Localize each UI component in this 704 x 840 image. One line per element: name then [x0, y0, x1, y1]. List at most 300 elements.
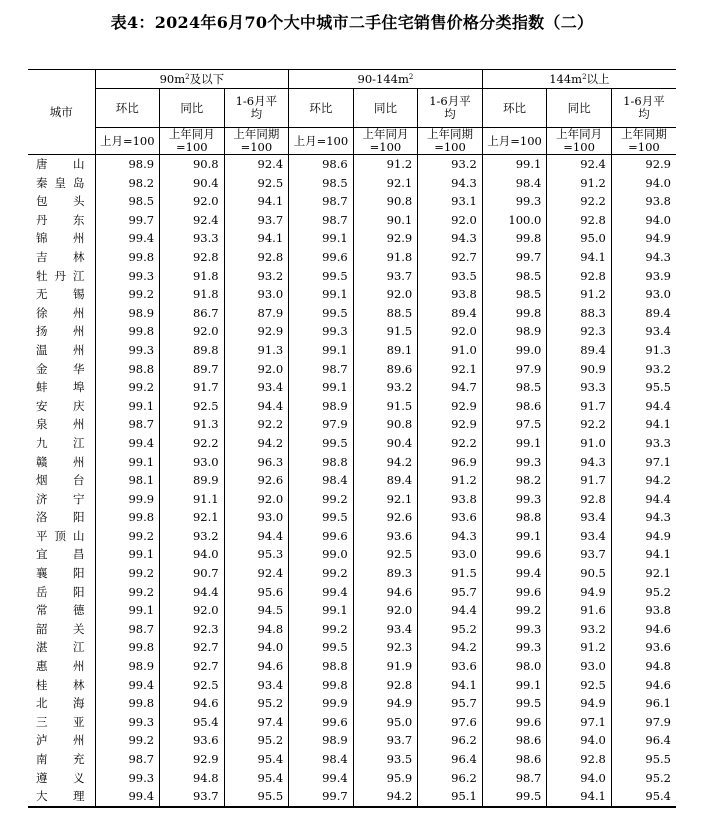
value-cell: 93.2 — [160, 527, 225, 546]
base-header: 上年同期=100 — [611, 128, 676, 155]
value-cell: 92.8 — [547, 211, 612, 230]
value-cell: 99.2 — [95, 583, 160, 602]
value-cell: 99.2 — [95, 564, 160, 583]
table-row — [28, 601, 676, 620]
value-cell: 95.2 — [611, 583, 676, 602]
value-cell: 99.6 — [482, 583, 547, 602]
value-cell: 99.1 — [289, 378, 354, 397]
value-cell: 92.2 — [547, 415, 612, 434]
city-cell: 无锡 — [36, 287, 85, 302]
city-cell: 洛阳 — [36, 510, 85, 525]
city-cell: 大理 — [28, 787, 95, 807]
table-row — [28, 360, 676, 379]
value-cell: 92.8 — [353, 676, 418, 695]
value-cell: 99.6 — [289, 527, 354, 546]
value-cell: 91.5 — [353, 322, 418, 341]
value-cell: 88.3 — [547, 304, 612, 323]
value-cell: 98.7 — [95, 620, 160, 639]
value-cell: 92.1 — [160, 508, 225, 527]
value-cell: 91.6 — [547, 601, 612, 620]
group-header: $144m^2$以上 — [482, 70, 676, 89]
value-cell: 99.3 — [482, 453, 547, 472]
value-cell: 94.2 — [224, 434, 289, 453]
city-cell: 吉林 — [36, 249, 85, 264]
value-cell: 94.8 — [160, 769, 225, 788]
value-cell: 93.0 — [224, 285, 289, 304]
value-cell: 99.8 — [482, 304, 547, 323]
base-header: 上年同月=100 — [547, 128, 612, 155]
value-cell: 98.4 — [289, 471, 354, 490]
subheader: 1-6月平均 — [418, 89, 483, 128]
value-cell: 91.2 — [547, 285, 612, 304]
value-cell: 98.4 — [482, 174, 547, 193]
base-header: 上年同月=100 — [160, 128, 225, 155]
table-row — [28, 564, 676, 583]
value-cell: 93.8 — [611, 192, 676, 211]
value-cell: 88.5 — [353, 304, 418, 323]
value-cell: 92.2 — [160, 434, 225, 453]
value-cell: 99.2 — [95, 378, 160, 397]
table-row — [28, 192, 676, 211]
value-cell: 99.7 — [482, 248, 547, 267]
table-row — [28, 471, 676, 490]
value-cell: 99.1 — [289, 229, 354, 248]
value-cell: 93.6 — [418, 508, 483, 527]
value-cell: 91.8 — [353, 248, 418, 267]
value-cell: 91.0 — [547, 434, 612, 453]
value-cell: 99.2 — [95, 527, 160, 546]
value-cell: 92.4 — [160, 211, 225, 230]
value-cell: 92.9 — [418, 397, 483, 416]
value-cell: 94.1 — [224, 192, 289, 211]
value-cell: 94.4 — [611, 490, 676, 509]
city-cell: 扬州 — [36, 324, 85, 339]
value-cell: 98.0 — [482, 657, 547, 676]
value-cell: 89.4 — [547, 341, 612, 360]
value-cell: 99.4 — [482, 564, 547, 583]
value-cell: 92.4 — [224, 155, 289, 174]
value-cell: 92.0 — [160, 601, 225, 620]
value-cell: 92.0 — [160, 322, 225, 341]
value-cell: 97.9 — [289, 415, 354, 434]
base-header: 上年同期=100 — [224, 128, 289, 155]
table-row — [28, 248, 676, 267]
city-cell: 平顶山 — [36, 528, 85, 543]
value-cell: 94.3 — [418, 174, 483, 193]
value-cell: 99.2 — [289, 620, 354, 639]
subheader: 1-6月平均 — [224, 89, 289, 128]
subheader: 同比 — [547, 89, 612, 128]
table-row — [28, 490, 676, 509]
value-cell: 97.6 — [418, 713, 483, 732]
value-cell: 93.4 — [353, 620, 418, 639]
city-cell: 北海 — [36, 696, 85, 711]
value-cell: 99.8 — [95, 248, 160, 267]
table-row — [28, 397, 676, 416]
value-cell: 99.6 — [289, 248, 354, 267]
value-cell: 92.5 — [224, 174, 289, 193]
value-cell: 99.5 — [289, 638, 354, 657]
table-row — [28, 211, 676, 230]
value-cell: 98.7 — [95, 750, 160, 769]
value-cell: 93.0 — [224, 508, 289, 527]
value-cell: 93.2 — [547, 620, 612, 639]
value-cell: 91.9 — [353, 657, 418, 676]
value-cell: 91.2 — [547, 174, 612, 193]
value-cell: 92.6 — [353, 508, 418, 527]
value-cell: 98.2 — [95, 174, 160, 193]
city-cell: 赣州 — [36, 454, 85, 469]
city-cell: 湛江 — [36, 640, 85, 655]
value-cell: 92.9 — [418, 415, 483, 434]
value-cell: 89.6 — [353, 360, 418, 379]
value-cell: 98.4 — [289, 750, 354, 769]
value-cell: 94.0 — [611, 174, 676, 193]
city-cell: 宜昌 — [36, 547, 85, 562]
value-cell: 94.5 — [224, 601, 289, 620]
value-cell: 92.0 — [224, 490, 289, 509]
value-cell: 93.9 — [611, 267, 676, 286]
value-cell: 91.7 — [160, 378, 225, 397]
subheader: 1-6月平均 — [611, 89, 676, 128]
table-row — [28, 378, 676, 397]
value-cell: 93.0 — [611, 285, 676, 304]
base-header: 上月=100 — [289, 128, 354, 155]
value-cell: 94.6 — [353, 583, 418, 602]
value-cell: 92.8 — [547, 490, 612, 509]
table-row — [28, 527, 676, 546]
city-cell: 惠州 — [36, 659, 85, 674]
value-cell: 92.2 — [418, 434, 483, 453]
value-cell: 91.3 — [224, 341, 289, 360]
table-row — [28, 731, 676, 750]
value-cell: 92.4 — [224, 564, 289, 583]
value-cell: 94.9 — [611, 229, 676, 248]
value-cell: 99.3 — [482, 620, 547, 639]
value-cell: 99.1 — [482, 676, 547, 695]
table-row — [28, 583, 676, 602]
value-cell: 93.6 — [418, 657, 483, 676]
table-row — [28, 285, 676, 304]
value-cell: 94.6 — [160, 694, 225, 713]
table-row — [28, 620, 676, 639]
value-cell: 94.0 — [224, 638, 289, 657]
value-cell: 94.2 — [418, 638, 483, 657]
value-cell: 93.6 — [611, 638, 676, 657]
table-row — [28, 657, 676, 676]
value-cell: 92.9 — [353, 229, 418, 248]
value-cell: 89.1 — [353, 341, 418, 360]
value-cell: 99.5 — [289, 434, 354, 453]
value-cell: 91.8 — [160, 285, 225, 304]
value-cell: 92.1 — [611, 564, 676, 583]
value-cell: 92.1 — [353, 490, 418, 509]
value-cell: 96.1 — [611, 694, 676, 713]
value-cell: 94.8 — [611, 657, 676, 676]
value-cell: 94.3 — [547, 453, 612, 472]
value-cell: 96.2 — [418, 731, 483, 750]
value-cell: 94.3 — [418, 527, 483, 546]
city-cell: 泸州 — [36, 733, 85, 748]
value-cell: 99.4 — [289, 583, 354, 602]
value-cell: 92.8 — [160, 248, 225, 267]
value-cell: 91.8 — [160, 267, 225, 286]
value-cell: 99.1 — [482, 527, 547, 546]
value-cell: 99.7 — [95, 211, 160, 230]
base-header: 上年同期=100 — [418, 128, 483, 155]
value-cell: 99.5 — [482, 694, 547, 713]
value-cell: 99.3 — [482, 192, 547, 211]
city-cell: 济宁 — [36, 491, 85, 506]
value-cell: 93.4 — [224, 378, 289, 397]
value-cell: 92.0 — [353, 601, 418, 620]
value-cell: 99.8 — [95, 322, 160, 341]
value-cell: 95.7 — [418, 694, 483, 713]
value-cell: 95.4 — [224, 769, 289, 788]
value-cell: 94.2 — [611, 471, 676, 490]
value-cell: 99.8 — [95, 638, 160, 657]
value-cell: 99.4 — [95, 787, 160, 807]
value-cell: 99.5 — [482, 787, 547, 807]
value-cell: 99.2 — [95, 731, 160, 750]
table-row — [28, 694, 676, 713]
value-cell: 99.8 — [95, 694, 160, 713]
value-cell: 98.9 — [289, 397, 354, 416]
subheader: 环比 — [95, 89, 160, 128]
base-header: 上月=100 — [95, 128, 160, 155]
value-cell: 99.1 — [95, 453, 160, 472]
value-cell: 93.8 — [418, 285, 483, 304]
value-cell: 89.9 — [160, 471, 225, 490]
value-cell: 93.4 — [611, 322, 676, 341]
group-header: $90-144m^2$ — [289, 70, 483, 89]
value-cell: 95.2 — [611, 769, 676, 788]
value-cell: 92.3 — [547, 322, 612, 341]
value-cell: 94.4 — [224, 397, 289, 416]
value-cell: 90.8 — [160, 155, 225, 174]
table-row — [28, 155, 676, 174]
value-cell: 94.0 — [547, 769, 612, 788]
city-cell: 桂林 — [36, 677, 85, 692]
value-cell: 99.6 — [289, 713, 354, 732]
value-cell: 93.0 — [160, 453, 225, 472]
city-cell: 唐山 — [36, 157, 85, 171]
value-cell: 98.5 — [482, 378, 547, 397]
value-cell: 99.4 — [289, 769, 354, 788]
value-cell: 96.4 — [611, 731, 676, 750]
value-cell: 92.7 — [418, 248, 483, 267]
value-cell: 93.3 — [611, 434, 676, 453]
table-row — [28, 769, 676, 788]
subheader: 环比 — [482, 89, 547, 128]
value-cell: 99.1 — [289, 341, 354, 360]
value-cell: 99.4 — [95, 676, 160, 695]
value-cell: 95.6 — [224, 583, 289, 602]
value-cell: 93.1 — [418, 192, 483, 211]
city-cell: 烟台 — [36, 473, 85, 488]
value-cell: 93.2 — [353, 378, 418, 397]
value-cell: 92.7 — [160, 657, 225, 676]
value-cell: 99.3 — [482, 490, 547, 509]
value-cell: 90.1 — [353, 211, 418, 230]
city-header: 城市 — [28, 70, 95, 155]
city-cell: 泉州 — [36, 417, 85, 432]
value-cell: 98.9 — [95, 155, 160, 174]
value-cell: 99.1 — [95, 397, 160, 416]
value-cell: 93.8 — [418, 490, 483, 509]
value-cell: 99.3 — [289, 322, 354, 341]
value-cell: 99.4 — [95, 229, 160, 248]
value-cell: 98.9 — [95, 657, 160, 676]
value-cell: 99.1 — [289, 601, 354, 620]
value-cell: 92.8 — [547, 750, 612, 769]
value-cell: 98.7 — [482, 769, 547, 788]
value-cell: 99.3 — [482, 638, 547, 657]
base-header: 上年同月=100 — [353, 128, 418, 155]
city-cell: 锦州 — [36, 231, 85, 246]
value-cell: 94.1 — [611, 545, 676, 564]
table-row — [28, 676, 676, 695]
value-cell: 92.9 — [611, 155, 676, 174]
value-cell: 92.1 — [418, 360, 483, 379]
value-cell: 94.9 — [547, 583, 612, 602]
value-cell: 92.0 — [418, 322, 483, 341]
value-cell: 94.4 — [418, 601, 483, 620]
value-cell: 99.6 — [482, 713, 547, 732]
table-row — [28, 638, 676, 657]
value-cell: 90.5 — [547, 564, 612, 583]
value-cell: 99.4 — [95, 434, 160, 453]
value-cell: 90.4 — [353, 434, 418, 453]
table-row — [28, 508, 676, 527]
value-cell: 91.2 — [353, 155, 418, 174]
value-cell: 89.4 — [353, 471, 418, 490]
value-cell: 97.9 — [611, 713, 676, 732]
base-header: 上月=100 — [482, 128, 547, 155]
page-title: 表4：2024年6月70个大中城市二手住宅销售价格分类指数（二） — [110, 13, 594, 32]
value-cell: 92.3 — [353, 638, 418, 657]
value-cell: 94.9 — [353, 694, 418, 713]
value-cell: 92.2 — [547, 192, 612, 211]
value-cell: 94.3 — [611, 508, 676, 527]
value-cell: 93.6 — [160, 731, 225, 750]
value-cell: 95.0 — [547, 229, 612, 248]
city-cell: 襄阳 — [36, 566, 85, 581]
value-cell: 94.1 — [611, 415, 676, 434]
value-cell: 90.9 — [547, 360, 612, 379]
value-cell: 98.7 — [289, 360, 354, 379]
value-cell: 94.1 — [224, 229, 289, 248]
value-cell: 98.5 — [482, 285, 547, 304]
value-cell: 98.9 — [482, 322, 547, 341]
value-cell: 92.9 — [224, 322, 289, 341]
value-cell: 94.8 — [224, 620, 289, 639]
value-cell: 95.5 — [611, 750, 676, 769]
value-cell: 87.9 — [224, 304, 289, 323]
value-cell: 95.1 — [418, 787, 483, 807]
value-cell: 96.4 — [418, 750, 483, 769]
value-cell: 99.3 — [95, 769, 160, 788]
value-cell: 86.7 — [160, 304, 225, 323]
value-cell: 98.7 — [95, 415, 160, 434]
value-cell: 92.3 — [160, 620, 225, 639]
value-cell: 89.4 — [418, 304, 483, 323]
value-cell: 91.2 — [547, 638, 612, 657]
value-cell: 98.5 — [289, 174, 354, 193]
value-cell: 91.5 — [353, 397, 418, 416]
value-cell: 93.7 — [547, 545, 612, 564]
value-cell: 93.3 — [547, 378, 612, 397]
value-cell: 98.2 — [482, 471, 547, 490]
value-cell: 96.2 — [418, 769, 483, 788]
city-cell: 包头 — [36, 194, 85, 209]
value-cell: 93.7 — [353, 731, 418, 750]
value-cell: 93.7 — [160, 787, 225, 807]
value-cell: 94.6 — [611, 620, 676, 639]
value-cell: 95.4 — [160, 713, 225, 732]
table-row — [28, 322, 676, 341]
value-cell: 95.3 — [224, 545, 289, 564]
value-cell: 99.2 — [95, 285, 160, 304]
value-cell: 91.7 — [547, 471, 612, 490]
value-cell: 90.8 — [353, 415, 418, 434]
value-cell: 93.4 — [547, 508, 612, 527]
table-row — [28, 174, 676, 193]
value-cell: 94.2 — [353, 453, 418, 472]
value-cell: 95.5 — [611, 378, 676, 397]
value-cell: 99.8 — [289, 676, 354, 695]
city-cell: 金华 — [36, 361, 85, 376]
value-cell: 94.9 — [547, 694, 612, 713]
value-cell: 97.9 — [482, 360, 547, 379]
value-cell: 99.6 — [482, 545, 547, 564]
value-cell: 97.5 — [482, 415, 547, 434]
value-cell: 92.1 — [353, 174, 418, 193]
value-cell: 93.3 — [160, 229, 225, 248]
value-cell: 99.1 — [95, 601, 160, 620]
value-cell: 98.8 — [289, 453, 354, 472]
value-cell: 91.3 — [160, 415, 225, 434]
value-cell: 90.4 — [160, 174, 225, 193]
value-cell: 91.2 — [418, 471, 483, 490]
value-cell: 95.4 — [224, 750, 289, 769]
value-cell: 94.0 — [160, 545, 225, 564]
value-cell: 92.2 — [224, 415, 289, 434]
value-cell: 89.8 — [160, 341, 225, 360]
city-cell: 温州 — [36, 342, 85, 357]
subheader: 同比 — [160, 89, 225, 128]
city-cell: 秦皇岛 — [36, 175, 85, 190]
value-cell: 95.0 — [353, 713, 418, 732]
value-cell: 93.7 — [224, 211, 289, 230]
value-cell: 91.3 — [611, 341, 676, 360]
table-row — [28, 545, 676, 564]
value-cell: 92.0 — [224, 360, 289, 379]
value-cell: 98.8 — [95, 360, 160, 379]
value-cell: 98.8 — [482, 508, 547, 527]
price-index-table — [28, 69, 676, 808]
value-cell: 99.8 — [482, 229, 547, 248]
value-cell: 93.2 — [418, 155, 483, 174]
value-cell: 93.6 — [353, 527, 418, 546]
table-row — [28, 750, 676, 769]
value-cell: 97.1 — [611, 453, 676, 472]
value-cell: 96.3 — [224, 453, 289, 472]
value-cell: 94.1 — [547, 787, 612, 807]
value-cell: 92.6 — [224, 471, 289, 490]
value-cell: 93.2 — [611, 360, 676, 379]
value-cell: 95.2 — [224, 694, 289, 713]
